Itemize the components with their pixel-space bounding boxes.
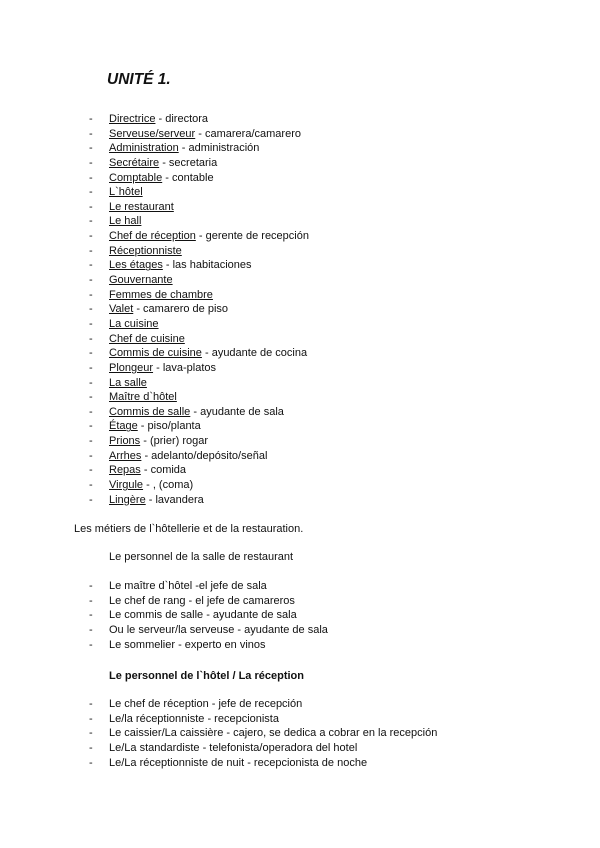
vocabulary-term: Chef de réception	[109, 230, 196, 243]
reception-staff-item-text: Le/La standardiste - telefonista/operadora del hotel	[109, 741, 358, 754]
vocabulary-translation: - las habitaciones	[162, 259, 252, 272]
bullet-dash: -	[89, 127, 93, 140]
vocabulary-entry	[109, 258, 252, 273]
bullet-dash: -	[89, 405, 93, 418]
vocabulary-term: Étage	[109, 420, 138, 433]
bullet-dash: -	[89, 361, 93, 374]
vocabulary-entry	[109, 171, 214, 186]
vocabulary-entry	[109, 361, 216, 376]
bullet-dash: -	[89, 609, 93, 622]
vocabulary-entry	[109, 273, 173, 288]
salle-heading: Le personnel de la salle de restaurant	[109, 551, 294, 563]
vocabulary-entry	[109, 112, 208, 127]
vocabulary-translation: - lavandera	[145, 493, 204, 506]
reception-staff-item-text: Le/La réceptionniste de nuit - recepcionista de noche	[109, 756, 368, 769]
vocabulary-entry	[109, 302, 228, 317]
vocabulary-term: Femmes de chambre	[109, 288, 213, 301]
vocabulary-entry	[109, 405, 284, 420]
vocabulary-term: Directrice	[109, 113, 156, 125]
vocabulary-translation: - adelanto/depósito/señal	[141, 449, 268, 462]
vocabulary-term: Gouvernante	[109, 274, 173, 287]
bullet-dash: -	[89, 303, 93, 316]
bullet-dash: -	[89, 493, 93, 506]
vocabulary-entry	[109, 288, 213, 303]
salle-staff-item-text: Le maître d`hôtel -el jefe de sala	[109, 580, 267, 592]
vocabulary-term: Prions	[109, 435, 141, 448]
bullet-dash: -	[89, 594, 93, 607]
bullet-dash: -	[89, 244, 93, 257]
vocabulary-entry	[109, 478, 193, 493]
bullet-dash: -	[89, 756, 93, 769]
bullet-dash: -	[89, 186, 93, 199]
vocabulary-entry	[109, 185, 143, 200]
vocabulary-term: Administration	[109, 142, 179, 155]
vocabulary-term: La salle	[109, 376, 147, 389]
vocabulary-term: Repas	[109, 464, 141, 477]
vocabulary-entry	[109, 376, 147, 391]
vocabulary-translation: - secretaria	[159, 156, 218, 169]
bullet-dash: -	[89, 420, 93, 433]
vocabulary-entry	[109, 214, 141, 229]
vocabulary-term: Virgule	[109, 479, 144, 492]
vocabulary-term: L`hôtel	[109, 186, 143, 199]
bullet-dash: -	[89, 479, 93, 492]
bullet-dash: -	[89, 698, 93, 710]
bullet-dash: -	[89, 391, 93, 404]
vocabulary-term: Réceptionniste	[109, 244, 182, 257]
bullet-dash: -	[89, 712, 93, 725]
salle-staff-item-text: Le sommelier - experto en vinos	[109, 638, 266, 651]
bullet-dash: -	[89, 200, 93, 213]
vocabulary-translation: - ayudante de sala	[190, 405, 284, 418]
vocabulary-term: Commis de cuisine	[109, 347, 202, 360]
vocabulary-translation: - (prier) rogar	[140, 435, 209, 448]
bullet-dash: -	[89, 623, 93, 636]
bullet-dash: -	[89, 142, 93, 155]
bullet-dash: -	[89, 317, 93, 330]
vocabulary-translation: - gerente de recepción	[195, 230, 309, 243]
vocabulary-entry	[109, 419, 201, 434]
vocabulary-entry	[109, 156, 217, 171]
bullet-dash: -	[89, 259, 93, 272]
vocabulary-term: Maître d`hôtel	[109, 391, 177, 404]
vocabulary-translation: - piso/planta	[137, 420, 201, 433]
bullet-dash: -	[89, 638, 93, 651]
vocabulary-term: Secrétaire	[109, 156, 160, 169]
bullet-dash: -	[89, 741, 93, 754]
vocabulary-term: Lingère	[109, 493, 146, 506]
salle-staff-item-text: Ou le serveur/la serveuse - ayudante de sala	[109, 623, 328, 636]
bullet-dash: -	[89, 580, 93, 592]
vocabulary-translation: - , (coma)	[143, 479, 194, 492]
bullet-dash: -	[89, 332, 93, 345]
vocabulary-term: Valet	[109, 303, 134, 316]
bullet-dash: -	[89, 288, 93, 301]
bullet-dash: -	[89, 274, 93, 287]
bullet-dash: -	[89, 113, 93, 125]
bullet-dash: -	[89, 347, 93, 360]
vocabulary-term: Arrhes	[109, 449, 142, 462]
vocabulary-translation: - comida	[140, 464, 187, 477]
vocabulary-entry	[109, 317, 159, 332]
vocabulary-translation: - directora	[155, 113, 209, 125]
vocabulary-term: Les étages	[109, 259, 163, 272]
reception-heading: Le personnel de l`hôtel / La réception	[109, 670, 304, 682]
bullet-dash: -	[89, 727, 93, 740]
salle-staff-item-text: Le chef de rang - el jefe de camareros	[109, 594, 295, 607]
vocabulary-term: La cuisine	[109, 317, 159, 330]
vocabulary-term: Serveuse/serveur	[109, 127, 196, 140]
vocabulary-entry	[109, 463, 186, 478]
reception-staff-item-text: Le/la réceptionniste - recepcionista	[109, 712, 279, 725]
vocabulary-term: Le hall	[109, 215, 142, 228]
bullet-dash: -	[89, 230, 93, 243]
vocabulary-term: Commis de salle	[109, 405, 191, 418]
vocabulary-entry	[109, 493, 204, 508]
unit-title: UNITÉ 1.	[107, 71, 171, 88]
vocabulary-translation: - contable	[162, 171, 214, 184]
vocabulary-term: Comptable	[109, 171, 163, 184]
vocabulary-entry	[109, 449, 267, 464]
vocabulary-translation: - lava-platos	[153, 361, 217, 374]
vocabulary-entry	[109, 346, 307, 361]
reception-staff-item-text: Le chef de réception - jefe de recepción	[109, 698, 303, 710]
section-intro: Les métiers de l`hôtellerie et de la restauration.	[74, 523, 304, 535]
vocabulary-entry	[109, 244, 182, 259]
vocabulary-translation: - ayudante de cocina	[201, 347, 308, 360]
vocabulary-entry	[109, 127, 301, 142]
bullet-dash: -	[89, 449, 93, 462]
bullet-dash: -	[89, 464, 93, 477]
vocabulary-translation: - camarero de piso	[133, 303, 229, 316]
vocabulary-term: Chef de cuisine	[109, 332, 185, 345]
vocabulary-entry	[109, 141, 259, 156]
bullet-dash: -	[89, 435, 93, 448]
vocabulary-term: Plongeur	[109, 361, 154, 374]
vocabulary-translation: - camarera/camarero	[195, 127, 301, 140]
bullet-dash: -	[89, 376, 93, 389]
vocabulary-entry	[109, 200, 174, 215]
salle-staff-item-text: Le commis de salle - ayudante de sala	[109, 609, 297, 622]
vocabulary-entry	[109, 390, 177, 405]
bullet-dash: -	[89, 156, 93, 169]
vocabulary-translation: - administración	[178, 142, 260, 155]
reception-staff-item-text: Le caissier/La caissière - cajero, se dedica a cobrar en la recepción	[109, 727, 438, 740]
vocabulary-term: Le restaurant	[109, 200, 174, 213]
bullet-dash: -	[89, 171, 93, 184]
vocabulary-entry	[109, 332, 185, 347]
vocabulary-entry	[109, 434, 208, 449]
vocabulary-entry	[109, 229, 309, 244]
bullet-dash: -	[89, 215, 93, 228]
